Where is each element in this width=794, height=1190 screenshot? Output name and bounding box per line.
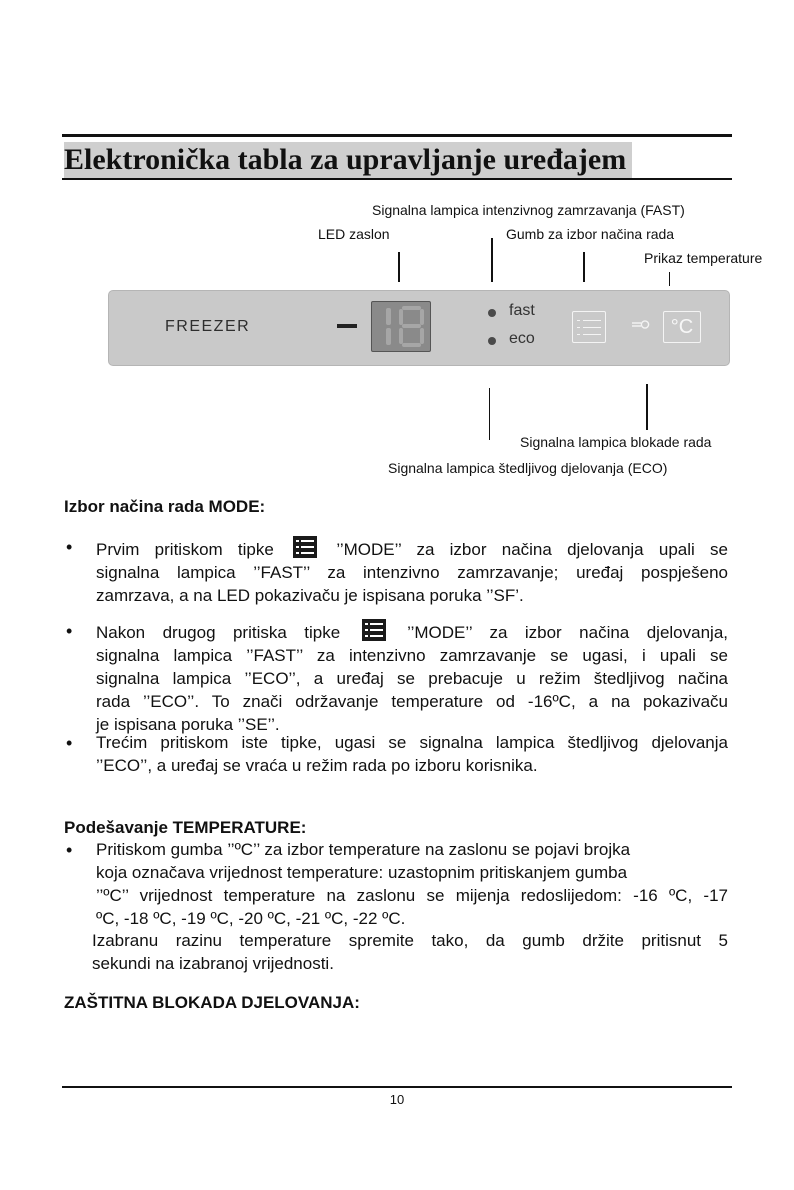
mode-item-3: Trećim pritiskom iste tipke, ugasi se signalna lampica štedljivog djelovanja ’’ECO’’, a uređaj se vraća u režim rada po izboru korisnika. (96, 733, 728, 775)
digit-8-segment (402, 324, 421, 328)
digit-8-segment (399, 328, 403, 344)
pointer-led (398, 252, 400, 282)
lock-key-icon (631, 318, 651, 332)
callout-mode-button: Gumb za izbor načina rada (506, 226, 675, 242)
digit-8-segment (402, 343, 421, 347)
temperature-button[interactable]: °C (663, 311, 701, 343)
led-display (371, 301, 431, 352)
bullet: • (66, 840, 73, 860)
digit-8-segment (402, 306, 421, 310)
bullet: • (66, 537, 73, 557)
mode-item-1: Prvim pritiskom tipke ’’MODE’’ za izbor načina djelovanja upali se signalna lampica ’’FAST’’ za intenzivno zamrzavanje; uređaj pospješeno zamrzava, a na LED pokazivaču je ispisana poruka ’’SF’. (96, 536, 728, 607)
footer-rule (62, 1086, 732, 1088)
control-panel (108, 290, 730, 366)
bullet: • (66, 733, 73, 753)
page-title: Elektronička tabla za upravljanje uređajem (64, 142, 632, 178)
digit-8-segment (420, 309, 424, 325)
eco-lamp-icon (488, 337, 496, 345)
lock-section-title: ZAŠTITNA BLOKADA DJELOVANJA: (64, 993, 360, 1012)
fast-indicator-label: fast (509, 302, 535, 319)
bullet: • (66, 621, 73, 641)
temperature-note: Izabranu razinu temperature spremite tako, da gumb držite pritisnut 5 sekundi na izabranoj vrijednosti. (92, 931, 728, 973)
temperature-section-title: Podešavanje TEMPERATURE: (64, 818, 307, 837)
digit-1-segment (386, 328, 391, 345)
mode-item-2: Nakon drugog pritiska tipke ’’MODE’’ za izbor načina djelovanja, signalna lampica ’’FAST’’ za intenzivno zamrzavanje se ugasi, i upali se signalna lampica ’’ECO’’, a uređaj se prebacuje u režim štedljivog načina rada ’’ECO’’. To znači održavanje temperature od -16ºC, a na pokazivaču je ispisana poruka ’’SE’’. (96, 619, 728, 736)
digit-8-segment (420, 328, 424, 344)
digit-1-segment (386, 308, 391, 325)
temperature-item-1: Pritiskom gumba ’’ºC’’ za izbor temperature na zaslonu se pojavi brojka koja označava vrijednost temperature: uzastopnim pritiskanjem gumba ’’ºC’’ vrijednost temperature na zaslonu se mijenja redoslijedom: -16 ºC, -17 ºC, -18 ºC, -19 ºC, -20 ºC, -21 ºC, -22 ºC. (96, 840, 728, 928)
callout-eco-lamp: Signalna lampica štedljivog djelovanja (ECO) (388, 460, 668, 476)
freezer-label: FREEZER (165, 318, 251, 335)
pointer-eco (489, 388, 490, 440)
callout-led-display: LED zaslon (318, 226, 390, 242)
pointer-temp (669, 272, 670, 286)
minus-sign (337, 324, 357, 328)
mode-button-icon (293, 536, 317, 558)
mode-button[interactable] (572, 311, 606, 343)
eco-indicator-label: eco (509, 330, 535, 347)
title-underline (62, 178, 732, 180)
mode-section-title: Izbor načina rada MODE: (64, 497, 266, 516)
pointer-fast (491, 238, 493, 282)
callout-lock-lamp: Signalna lampica blokade rada (520, 434, 712, 450)
fast-lamp-icon (488, 309, 496, 317)
pointer-lock (646, 384, 648, 430)
top-rule-thick (62, 134, 732, 137)
page-number: 10 (389, 1092, 405, 1107)
pointer-mode (583, 252, 585, 282)
mode-button-icon (362, 619, 386, 641)
digit-8-segment (399, 309, 403, 325)
callout-temp-display: Prikaz temperature (644, 250, 763, 266)
callout-fast-lamp: Signalna lampica intenzivnog zamrzavanja (FAST) (372, 202, 685, 218)
